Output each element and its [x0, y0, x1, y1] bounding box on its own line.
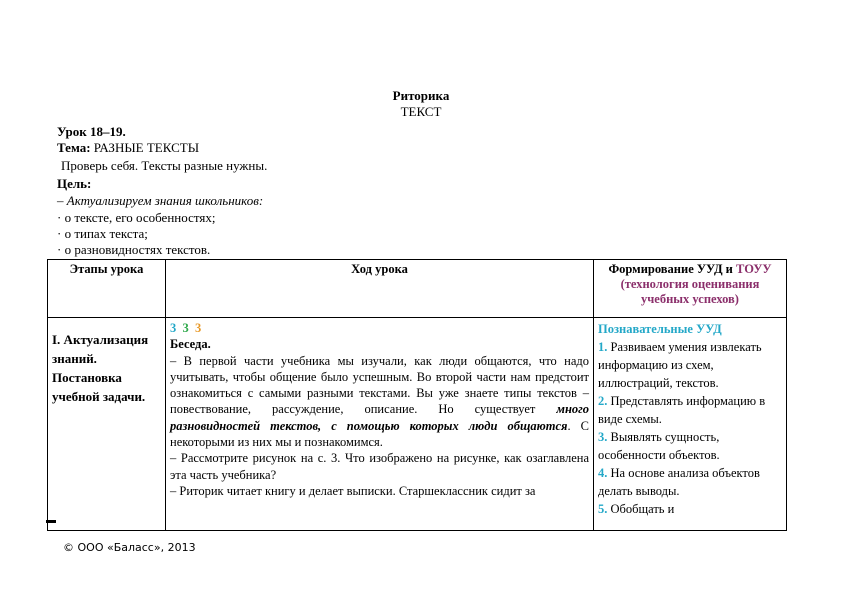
talk-label: Беседа. [170, 337, 211, 352]
document-subtitle: ТЕКСТ [400, 104, 442, 119]
table-header-row [48, 260, 787, 318]
lesson-number: Урок 18–19. [57, 124, 126, 139]
uud-item-number: 5. [598, 502, 608, 516]
uud-item [598, 392, 782, 428]
touu-description: (технология оценивания учебных успехов) [620, 277, 760, 306]
col-stages-header: Этапы урока [48, 260, 166, 318]
goal-item: · о типах текста; [57, 226, 148, 241]
p1-end: . С некоторыми из них мы и познакомимся. [170, 418, 589, 450]
uud-item-text: Представлять информацию в виде схемы. [598, 394, 766, 426]
mark-line [170, 320, 589, 336]
uud-item [598, 428, 782, 464]
paragraph-1 [170, 353, 589, 451]
mark-green: 3 [182, 321, 189, 335]
uud-item-text: Развиваем умения извлекать информацию из схем, иллюстраций, текстов. [598, 340, 762, 390]
uud-item-number: 1. [598, 340, 608, 354]
goal-label: Цель: [57, 176, 92, 191]
uud-item-number: 2. [598, 394, 608, 408]
p1-emphasis: много разновидностей текстов, с помощью которых люди общаются [170, 402, 589, 433]
topic-line [57, 140, 199, 156]
uud-item-number: 3. [598, 430, 608, 444]
goal-intro: – Актуализируем знания школьников: [57, 193, 264, 208]
lesson-table [47, 259, 787, 531]
p1-text: – В первой части учебника мы изучали, как люди общаются, что надо учитывать, чтобы общение было успешным. Во второй части нам предстоит ознакомиться с самыми разными текстами. Вы уже знаете типы текстов – повествование, рассуждение, описание. Но существует [170, 353, 589, 417]
mark-cyan: 3 [170, 321, 177, 335]
uud-item-number: 4. [598, 466, 608, 480]
uud-item [598, 464, 782, 500]
col-uud-header [594, 260, 787, 318]
uud-item-text: На основе анализа объектов делать выводы. [598, 466, 760, 498]
copyright-footer: © ООО «Баласс», 2013 [63, 541, 196, 554]
uud-title: Познавательные УУД [598, 322, 722, 336]
stage-cell: I. Актуализация знаний. Постановка учебной задачи. [48, 318, 166, 531]
col-course-header: Ход урока [166, 260, 594, 318]
uud-header-text: Формирование УУД и [608, 262, 737, 276]
corner-mark [46, 520, 56, 523]
uud-item-text: Выявлять сущность, особенности объектов. [598, 430, 720, 462]
uud-item [598, 338, 782, 392]
paragraph-2: – Рассмотрите рисунок на с. 3. Что изображено на рисунке, как озаглавлена эта часть учебника? [170, 451, 589, 482]
uud-item-text: Обобщать и [607, 502, 675, 516]
uud-item [598, 500, 782, 518]
mark-orange: 3 [195, 321, 202, 335]
uud-cell [594, 318, 787, 531]
goal-item: · о тексте, его особенностях; [57, 210, 216, 225]
table-row [48, 318, 787, 531]
goal-item: · о разновидностях текстов. [57, 242, 211, 257]
topic-label: Тема: [57, 140, 91, 155]
document-title: Риторика [392, 88, 450, 103]
touu-label: ТОУУ [736, 262, 772, 276]
course-cell [166, 318, 594, 531]
check-line: Проверь себя. Тексты разные нужны. [61, 158, 268, 173]
topic-value: РАЗНЫЕ ТЕКСТЫ [93, 140, 200, 155]
paragraph-3: – Риторик читает книгу и делает выписки. Старшеклассник сидит за [170, 483, 536, 498]
